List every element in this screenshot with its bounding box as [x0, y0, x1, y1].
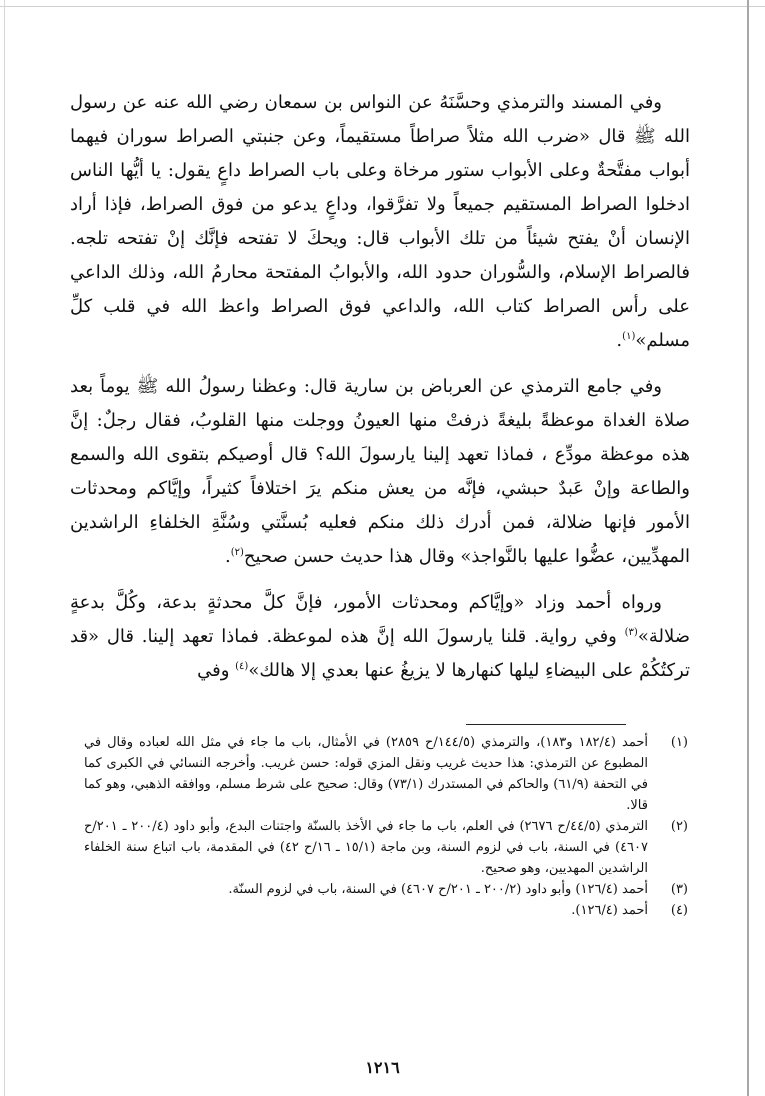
page-number: ١٢١٦	[365, 1058, 400, 1077]
paragraph-tail: .	[224, 546, 231, 567]
paragraph-tail: وفي	[197, 660, 236, 681]
paragraph-text: وفي المسند والترمذي وحسَّنَهُ عن النواس بن سمعان رضي الله عنه عن رسول الله ﷺ قال «ضرب الله مثلاً صراطاً مستقيماً، وعن جنبتي الصراط سوران فيهما أبواب مفتَّحةٌ وعلى الأبواب ستور مرخاة وعلى باب الصراط داعٍ يقول: يا أيُّها الناس ادخلوا الصراط المستقيم جميعاً ولا تفرَّقوا، وداعٍ يدعو من فوق الصراط، فإذا أراد الإنسان أنْ يفتح شيئاً من تلك الأبواب قال: ويحكَ لا تفتحه فإنَّك إنْ تفتحه تلجه. فالصراط الإسلام، والسُّوران حدود الله، والأبوابُ المفتحة محارمُ الله، وذلك الداعي على رأس الصراط كتاب الله، والداعي فوق الصراط واعظ الله في قلب كلِّ مسلم»	[70, 92, 690, 351]
paragraph-nawwas-hadith	[70, 86, 690, 358]
footnote-number: (٢)	[670, 819, 688, 834]
footnote-item	[84, 816, 688, 879]
footnote-item	[84, 879, 688, 900]
footnote-text: أحمد (١٢٦/٤).	[571, 903, 648, 918]
page-right-edge	[747, 0, 749, 1096]
footnote-number: (٤)	[670, 903, 688, 918]
footnote-number: (٣)	[670, 882, 688, 897]
paragraph-tail: .	[616, 330, 623, 351]
footnotes	[84, 732, 688, 921]
footnote-number: (١)	[670, 735, 688, 750]
footnote-reference-3[interactable]: (٣)	[624, 627, 638, 638]
footnote-text: أحمد (١٢٦/٤) وأبو داود (٢٠٠/٢ ـ ٢٠١/ح ٤٦٠٧) في السنة، باب في لزوم السنّة.	[228, 882, 648, 897]
paragraph-text: وفي جامع الترمذي عن العرباض بن سارية قال: وعظنا رسولُ الله ﷺ يوماً بعد صلاة الغداة موعظةً بليغةً ذرفتْ منها العيونُ ووجلت منها القلوبُ، فقال رجلٌ: إنَّ هذه موعظة مودِّع ، فماذا تعهد إلينا يارسولَ الله؟ قال أوصيكم بتقوى الله والسمع والطاعة وإنْ عَبدٌ حبشي، فإنَّه من يعش منكم يرَ اختلافاً كثيراً، وإيَّاكم ومحدثات الأمور فإنها ضلالة، فمن أدرك ذلك منكم فعليه بُسنَّتي وسُنَّةِ الخلفاءِ الراشدين المهدِّيين، عضُّوا عليها بالنَّواجذ» وقال هذا حديث حسن صحيح	[70, 376, 690, 567]
footnote-reference-1[interactable]: (١)	[622, 331, 636, 342]
footnote-text: أحمد (١٨٢/٤ و١٨٣)، والترمذي (١٤٤/٥/ح ٢٨٥٩) في الأمثال، باب ما جاء في مثل الله لعباده وقال في المطبوع عن الترمذي: هذا حديث غريب ونقل المزي قوله: حسن غريب. وأخرجه النسائي في الكبرى كما في التحفة (٦١/٩) والحاكم في المستدرك (٧٣/١) وقال: صحيح على شرط مسلم، ووافقه الذهبي، وهو كما قالا.	[84, 735, 648, 813]
main-text	[70, 86, 690, 700]
page-left-edge	[4, 0, 5, 1096]
paragraph-text-continued: وفي رواية. قلنا يارسولَ الله إنَّ هذه لموعظة. فماذا تعهد إلينا. قال «قد تركتُكُمْ على البيضاءِ ليلها كنهارها لا يزيغُ عنها بعدي إلا هالك»	[70, 626, 690, 681]
footnote-item	[84, 900, 688, 921]
footnote-item	[84, 732, 688, 816]
footnote-reference-2[interactable]: (٢)	[230, 547, 244, 558]
footnote-reference-4[interactable]: (٤)	[235, 661, 249, 672]
paragraph-irbad-hadith	[70, 370, 690, 574]
paragraph-text: ورواه أحمد وزاد «وإيَّاكم ومحدثات الأمور، فإنَّ كلَّ محدثةٍ بدعة، وكُلَّ بدعةٍ ضلالة»	[70, 592, 690, 647]
footnote-separator	[466, 724, 626, 725]
page-top-edge	[0, 6, 765, 7]
paragraph-ahmad-narration	[70, 586, 690, 688]
footnote-text: الترمذي (٤٤/٥/ح ٢٦٧٦) في العلم، باب ما جاء في الأخذ بالسنّة واجتنات البدع، وأبو داود (٢٠٠/٤ ـ ٢٠١/ح ٤٦٠٧) في السنة، باب في لزوم السنة، وبن ماجة (١٥/١ ـ ١٦/ح ٤٢) في المقدمة، باب اتباع سنة الخلفاء الراشدين المهديين، وهو صحيح.	[84, 819, 649, 876]
